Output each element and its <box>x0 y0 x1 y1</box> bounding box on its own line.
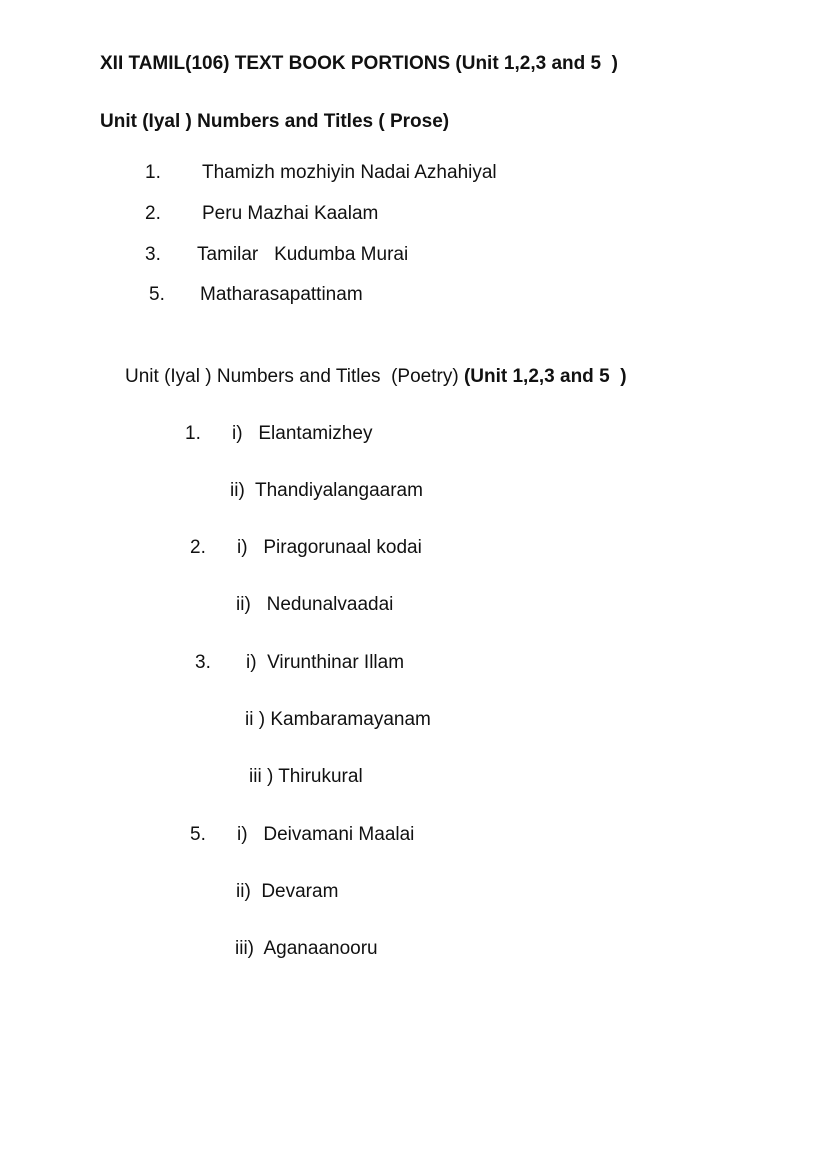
poetry-item: iii) Aganaanooru <box>235 938 378 959</box>
poetry-heading <box>125 365 627 389</box>
poetry-unit-number: 5. <box>190 824 206 845</box>
prose-item-title: Peru Mazhai Kaalam <box>202 203 379 224</box>
poetry-unit-number: 2. <box>190 537 206 558</box>
page-title: XII TAMIL(106) TEXT BOOK PORTIONS (Unit 1,2,3 and 5 ) <box>100 53 618 74</box>
prose-item-title: Tamilar Kudumba Murai <box>197 244 409 265</box>
poetry-item: i) Piragorunaal kodai <box>237 537 422 558</box>
prose-item-number: 2. <box>145 203 161 224</box>
poetry-item: ii) Devaram <box>236 881 339 902</box>
prose-item-number: 1. <box>145 162 161 183</box>
poetry-item: ii ) Kambaramayanam <box>245 709 431 730</box>
poetry-heading-text: Unit (Iyal ) Numbers and Titles (Poetry) <box>125 366 459 387</box>
poetry-unit-number: 1. <box>185 423 201 444</box>
prose-item-title: Matharasapattinam <box>200 284 363 305</box>
prose-heading: Unit (Iyal ) Numbers and Titles ( Prose) <box>100 111 450 132</box>
poetry-item: ii) Nedunalvaadai <box>236 594 394 615</box>
prose-item-number: 5. <box>149 284 165 305</box>
poetry-item: i) Virunthinar Illam <box>246 652 405 673</box>
poetry-unit-number: 3. <box>195 652 211 673</box>
prose-item-title: Thamizh mozhiyin Nadai Azhahiyal <box>202 162 497 183</box>
poetry-item: iii ) Thirukural <box>249 766 363 787</box>
prose-item-number: 3. <box>145 244 161 265</box>
poetry-item: ii) Thandiyalangaaram <box>230 480 423 501</box>
poetry-item: i) Elantamizhey <box>232 423 373 444</box>
poetry-item: i) Deivamani Maalai <box>237 824 415 845</box>
poetry-heading-units: (Unit 1,2,3 and 5 ) <box>463 366 627 387</box>
